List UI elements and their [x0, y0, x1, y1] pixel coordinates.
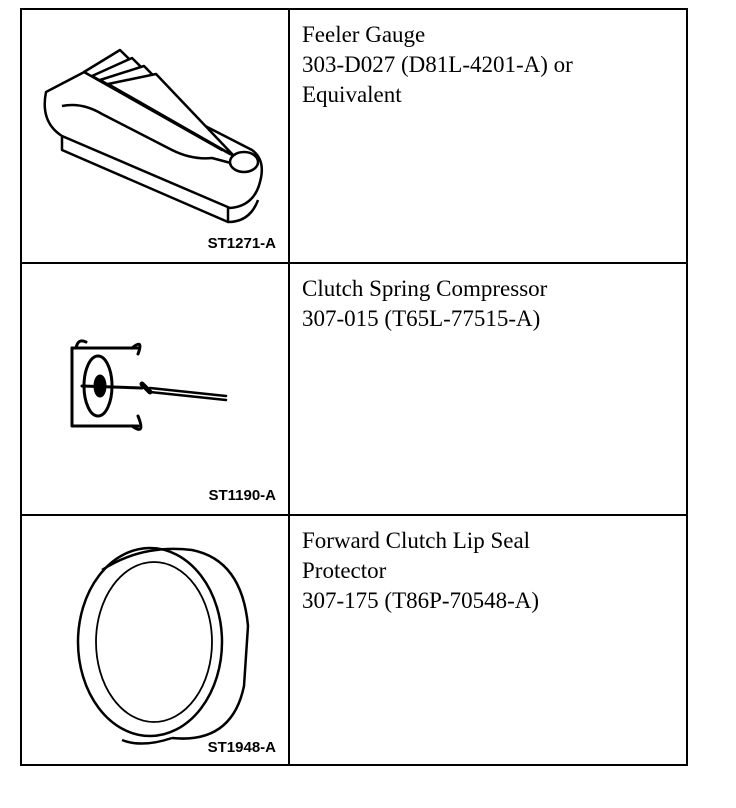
tool-code: ST1190-A [208, 487, 276, 504]
tool-part-number: 307-015 (T65L-77515-A) [302, 306, 541, 331]
special-tools-table [20, 8, 688, 766]
tool-description [302, 274, 678, 334]
tool-name: Clutch Spring Compressor [302, 276, 548, 301]
tool-illustration-cell [22, 10, 290, 262]
tool-name: Forward Clutch Lip Seal [302, 528, 531, 553]
tool-name-continued: Protector [302, 558, 387, 583]
tool-illustration-cell [22, 264, 290, 514]
tool-code: ST1948-A [207, 739, 276, 756]
tool-part-number: 303-D027 (D81L-4201-A) or [302, 52, 573, 77]
tool-row-clutch-spring-compressor [22, 264, 686, 516]
tool-row-feeler-gauge [22, 10, 686, 264]
tool-part-number: 307-175 (T86P-70548-A) [302, 588, 539, 613]
lip-seal-protector-icon [22, 516, 288, 764]
feeler-gauge-icon [22, 10, 288, 262]
tool-row-lip-seal-protector [22, 516, 686, 766]
tool-code: ST1271-A [207, 235, 276, 252]
tool-name: Feeler Gauge [302, 22, 426, 47]
tool-note: Equivalent [302, 82, 402, 107]
clutch-spring-compressor-icon [22, 264, 288, 514]
tool-description [302, 20, 678, 110]
tool-illustration-cell [22, 516, 290, 766]
tool-description [302, 526, 678, 616]
